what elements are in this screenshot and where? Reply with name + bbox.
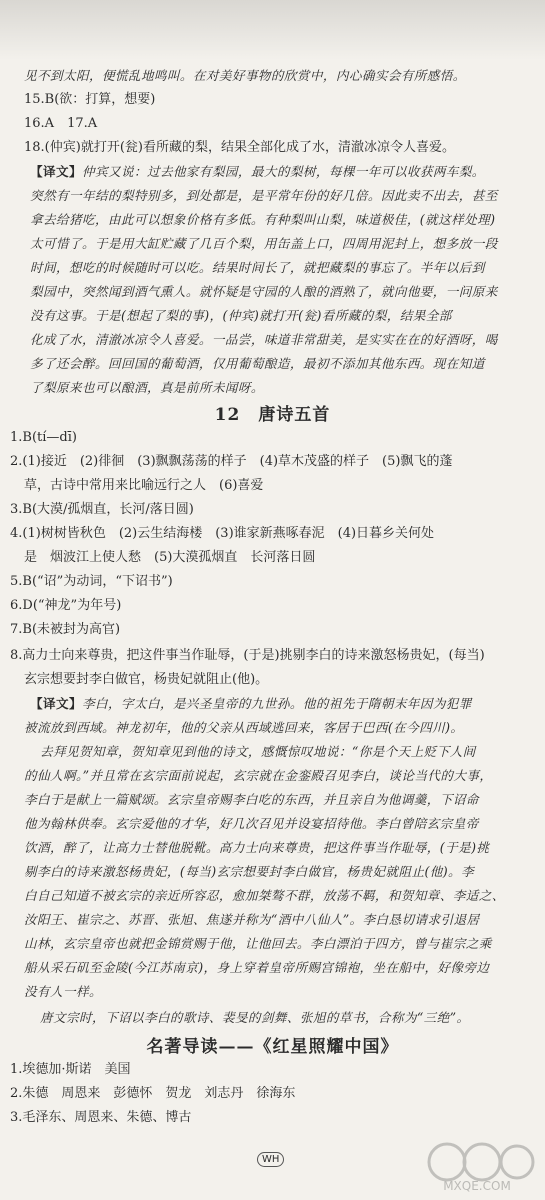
- text-line: 唐文宗时，下诏以李白的歌诗、裴旻的剑舞、张旭的草书，合称为“三绝”。: [40, 1010, 470, 1025]
- text-line: 多了还会醉。回回国的葡萄酒，仅用葡萄酿造，最初不添加其他东西。现在知道: [30, 356, 485, 371]
- text-line: 了梨原来也可以酿酒，真是前所未闻呀。: [30, 380, 264, 395]
- text-line: 2.(1)接近 (2)徘徊 (3)飘飘荡荡的样子 (4)草木茂盛的样子 (5)飘飞的蓬: [10, 454, 453, 469]
- text-line: 6.D(“神龙”为年号): [10, 598, 122, 613]
- text-line: 2.朱德 周恩来 彭德怀 贺龙 刘志丹 徐海东: [10, 1086, 296, 1101]
- text-line: 见不到太阳，便慌乱地鸣叫。在对美好事物的欣赏中，内心确实会有所感悟。: [24, 68, 466, 83]
- section-heading-classics-guide: 名著导读——《红星照耀中国》: [146, 1037, 399, 1057]
- page-top-shadow: [0, 0, 545, 60]
- text-line: 7.B(未被封为高官): [10, 622, 121, 637]
- text-line: 3.B(大漠/孤烟直，长河/落日圆): [10, 502, 194, 517]
- text-line: 的仙人啊。”并且常在玄宗面前说起，玄宗就在金銮殿召见李白，谈论当代的大事，: [24, 768, 493, 783]
- text-line: 草，古诗中常用来比喻远行之人 (6)喜爱: [24, 478, 264, 493]
- text-line: 是 烟波江上使人愁 (5)大漠孤烟直 长河落日圆: [24, 550, 316, 565]
- text-line: 山林，玄宗皇帝也就把金锦赏赐于他，让他回去。李白漂泊于四方，曾与崔宗之乘: [24, 936, 492, 951]
- text-line: 【译文】李白，字太白，是兴圣皇帝的九世孙。他的祖先于隋朝末年因为犯罪: [30, 696, 472, 711]
- text-line: 5.B(“诏”为动词，“下诏书”): [10, 574, 173, 589]
- text-line: 没有人一样。: [24, 984, 102, 999]
- text-line: 化成了水，清澈冰凉令人喜爱。一品尝，味道非常甜美，是实实在在的好酒呀，喝: [30, 332, 498, 347]
- watermark-text: MXQE.COM: [443, 1179, 511, 1193]
- text-line: 白自己知道不被玄宗的亲近所容忍，愈加桀骜不群，放荡不羁，和贺知章、李适之、: [24, 888, 505, 903]
- text-line: 18.(仲宾)就打开(瓮)看所藏的梨，结果全部化成了水，清澈冰凉令人喜爱。: [24, 140, 455, 155]
- text-line: 太可惜了。于是用大缸贮藏了几百个梨，用缶盖上口，四周用泥封上，想多放一段: [30, 236, 498, 251]
- text-line: 1.埃德加·斯诺 美国: [10, 1062, 131, 1077]
- text-line: 15.B(欲：打算，想要): [24, 92, 156, 107]
- text-line: 4.(1)树树皆秋色 (2)云生结海楼 (3)谁家新燕啄春泥 (4)日暮乡关何处: [10, 526, 435, 541]
- text-line: 时间，想吃的时候随时可以吃。结果时间长了，就把藏梨的事忘了。半年以后到: [30, 260, 485, 275]
- text-line: 玄宗想要封李白做官，杨贵妃就阻止(他)。: [24, 672, 269, 687]
- section-heading-tang-poems: 12 唐诗五首: [214, 405, 331, 425]
- text-line: 李白于是献上一篇赋颂。玄宗皇帝赐李白吃的东西，并且亲自为他调羹，下诏命: [24, 792, 479, 807]
- text-line: 拿去给猪吃，由此可以想象价格有多低。有种梨叫山梨，味道极佳，(就这样处理): [30, 212, 496, 227]
- text-line: 去拜见贺知章，贺知章见到他的诗文，感慨惊叹地说：“你是个天上贬下人间: [40, 744, 476, 759]
- watermark-logo-icon: [417, 1134, 537, 1194]
- page-footer-logo: WH: [257, 1152, 284, 1167]
- text-line: 3.毛泽东、周恩来、朱德、博古: [10, 1110, 192, 1125]
- text-line: 饮酒，醉了，让高力士替他脱靴。高力士向来尊贵，把这件事当作耻辱，(于是)挑: [24, 840, 490, 855]
- text-line: 突然有一年结的梨特别多，到处都是，是平常年份的好几倍。因此卖不出去，甚至: [30, 188, 498, 203]
- text-line: 他为翰林供奉。玄宗爱他的才华，好几次召见并设宴招待他。李白曾陪玄宗皇帝: [24, 816, 479, 831]
- text-line: 剔李白的诗来激怒杨贵妃，(每当)玄宗想要封李白做官，杨贵妃就阻止(他)。李: [24, 864, 475, 879]
- text-line: 被流放到西域。神龙初年，他的父亲从西域逃回来，客居于巴西(在今四川)。: [24, 720, 464, 735]
- text-line: 船从采石矶至金陵(今江苏南京)，身上穿着皇帝所赐宫锦袍，坐在船中，好像旁边: [24, 960, 490, 975]
- text-line: 汝阳王、崔宗之、苏晋、张旭、焦遂并称为“酒中八仙人”。李白恳切请求引退居: [24, 912, 480, 927]
- text-line: 1.B(tí—dī): [10, 430, 77, 445]
- text-line: 【译文】仲宾又说：过去他家有梨园，最大的梨树，每棵一年可以收获两车梨。: [30, 164, 485, 179]
- text-line: 16.A 17.A: [24, 116, 98, 131]
- text-line: 8.高力士向来尊贵，把这件事当作耻辱，(于是)挑剔李白的诗来激怒杨贵妃，(每当): [10, 648, 485, 663]
- translation-tag: 【译文】: [30, 696, 82, 711]
- text-line: 没有这事。于是(想起了梨的事)，(仲宾)就打开(瓮)看所藏的梨，结果全部: [30, 308, 452, 323]
- text-line: 梨园中，突然闻到酒气熏人。就怀疑是守园的人酿的酒熟了，就向他要，一问原来: [30, 284, 498, 299]
- translation-tag: 【译文】: [30, 164, 82, 179]
